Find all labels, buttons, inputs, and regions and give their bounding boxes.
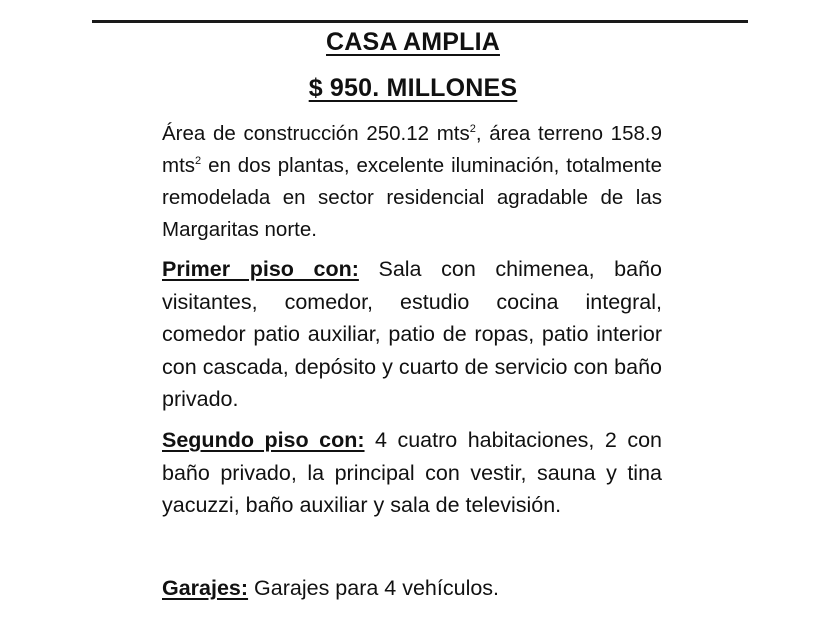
first-floor-paragraph: [162, 253, 662, 416]
intro-paragraph: [162, 118, 662, 246]
second-floor-paragraph: [162, 424, 662, 522]
garages-paragraph: [162, 572, 662, 604]
first-floor-text: Sala con chimenea, baño visitantes, comedor, estudio cocina integral, comedor patio auxiliar, patio de ropas, patio interior con cascada, depósito y cuarto de servicio con baño privado.: [162, 257, 662, 411]
first-floor-label: Primer piso con:: [162, 257, 359, 281]
second-floor-text: 4 cuatro habitaciones, 2 con baño privado, la principal con vestir, sauna y tina yacuzzi, baño auxiliar y sala de televisión.: [162, 428, 663, 517]
intro-part-1: Área de construcción 250.12 mts: [162, 122, 470, 145]
listing-price: $ 950. MILLONES: [308, 74, 518, 102]
intro-part-3: en dos plantas, excelente iluminación, totalmente remodelada en sector residencial agradable de las Margaritas norte.: [162, 154, 662, 241]
intro-superscript-2: 2: [195, 155, 202, 168]
listing-title: CASA AMPLIA: [326, 28, 500, 56]
garages-text: Garajes para 4 vehículos.: [248, 576, 500, 600]
top-rule: [92, 20, 748, 23]
intro-part-2: , área terreno 158.9 mts: [162, 122, 662, 177]
second-floor-label: Segundo piso con:: [162, 428, 365, 452]
garages-label: Garajes:: [162, 576, 249, 600]
intro-superscript-1: 2: [469, 123, 476, 136]
